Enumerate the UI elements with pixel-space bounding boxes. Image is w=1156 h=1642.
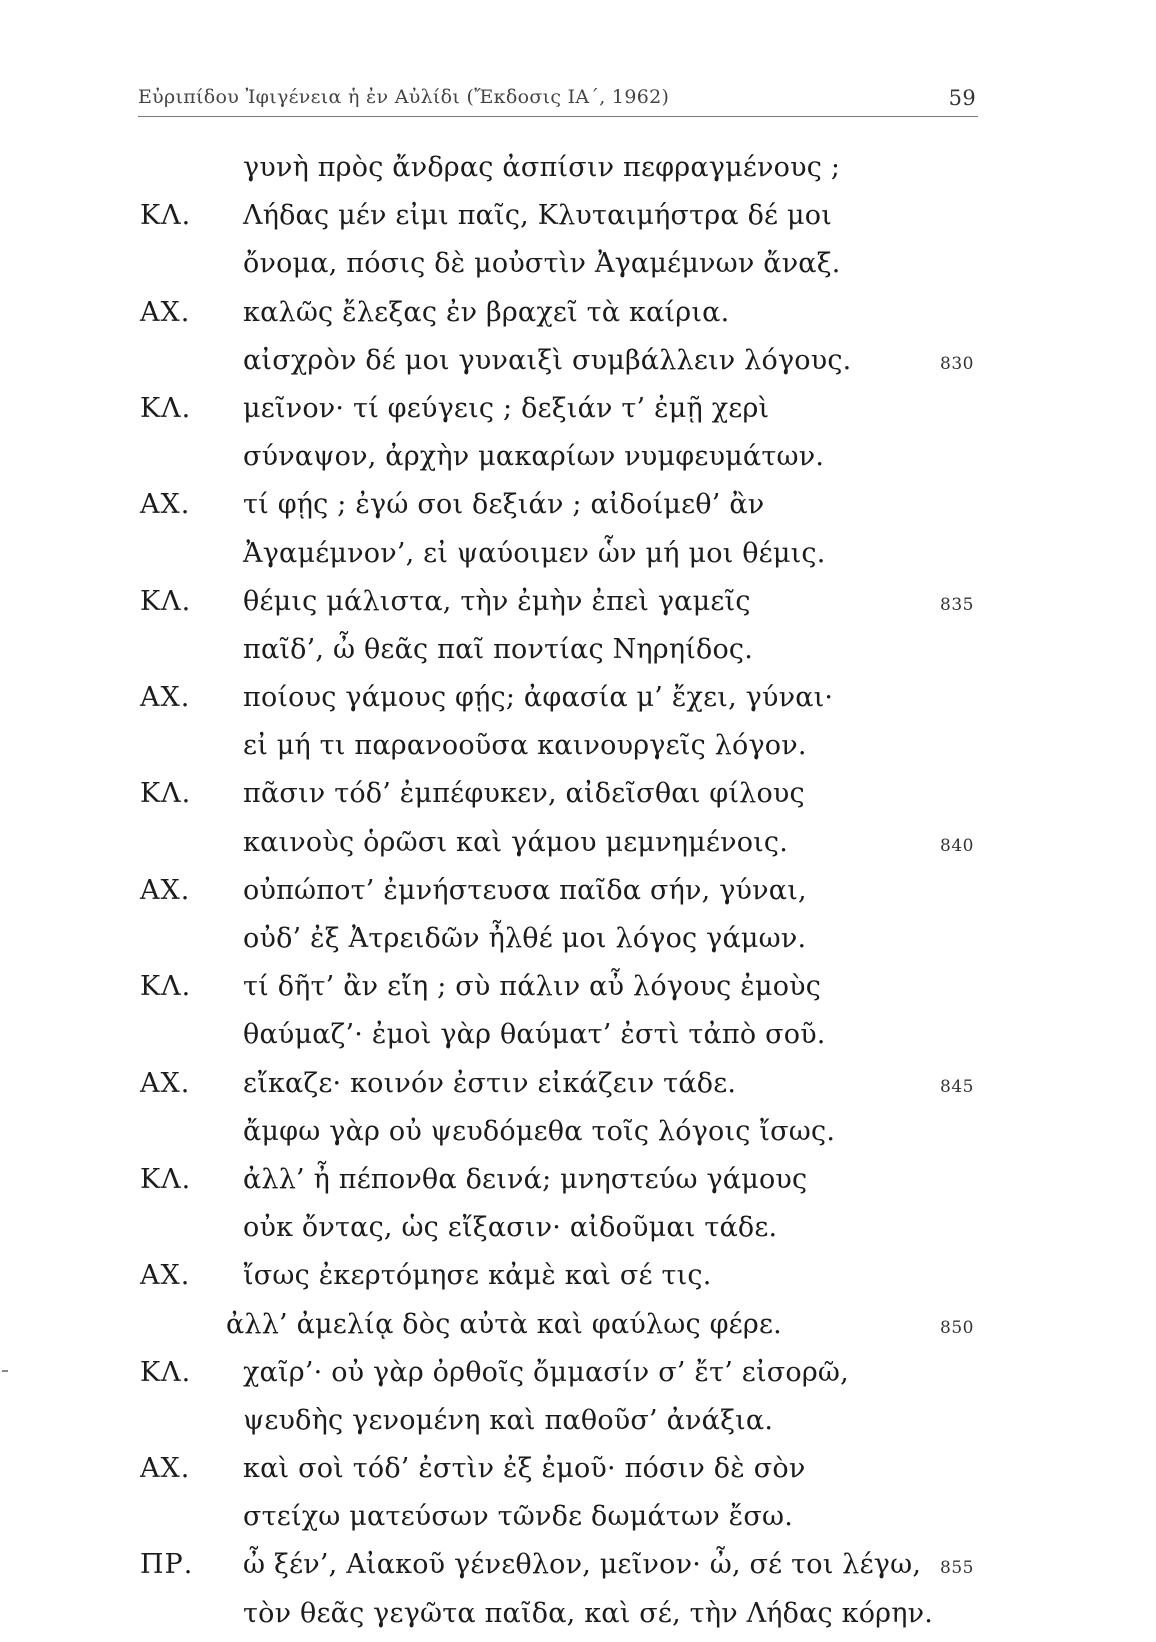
verse-line [0, 774, 1156, 822]
verse-text: χαῖρ’· οὐ γὰρ ὀρθοῖς ὄμμασίν σ’ ἔτ’ εἰσορῶ, [243, 1356, 849, 1388]
speaker-label: ΠΡ. [140, 1549, 194, 1581]
verse-line [0, 1353, 1156, 1401]
line-number: 845 [940, 1076, 974, 1097]
verse-text: ἴσως ἐκερτόμησε κἀμὲ καὶ σέ τις. [243, 1260, 712, 1292]
verse-text: τί δῆτ’ ἂν εἴη ; σὺ πάλιν αὖ λόγους ἐμοὺς [243, 971, 822, 1003]
verse-line [0, 1401, 1156, 1449]
verse-text: οὐπώποτ’ ἐμνήστευσα παῖδα σήν, γύναι, [243, 874, 807, 906]
verse-text: τὸν θεᾶς γεγῶτα παῖδα, καὶ σέ, τὴν Λήδας κόρην. [243, 1597, 934, 1629]
verse-text: ἀλλ’ ἀμελίᾳ δὸς αὐτὰ καὶ φαύλως φέρε. [226, 1308, 782, 1340]
verse-text: ψευδὴς γενομένη καὶ παθοῦσ’ ἀνάξια. [243, 1404, 774, 1436]
verse-line [0, 1160, 1156, 1208]
verse-text: καὶ σοὶ τόδ’ ἐστὶν ἐξ ἐμοῦ· πόσιν δὲ σὸν [243, 1453, 806, 1485]
verse-line [0, 293, 1156, 341]
verse-text: εἰ μή τι παρανοοῦσα καινουργεῖς λόγον. [243, 730, 807, 762]
verse-line [0, 1208, 1156, 1256]
speaker-label: ΑΧ. [140, 1453, 191, 1485]
verse-line [0, 1594, 1156, 1642]
verse-line [0, 1112, 1156, 1160]
speaker-label: ΚΛ. [140, 200, 192, 232]
verse-line [0, 341, 1156, 389]
verse-line [0, 1449, 1156, 1497]
header-title: Εὐριπίδου Ἰφιγένεια ἡ ἐν Αὐλίδι (Ἔκδοσις ΙΑ΄, 1962) [138, 86, 670, 108]
speaker-label: ΚΛ. [140, 971, 192, 1003]
running-header [138, 82, 978, 112]
speaker-label: ΚΛ. [140, 1163, 192, 1195]
verse-line [0, 1545, 1156, 1593]
verse-text: πᾶσιν τόδ’ ἐμπέφυκεν, αἰδεῖσθαι φίλους [243, 778, 805, 810]
line-number: 850 [940, 1317, 974, 1338]
verse-line [0, 485, 1156, 533]
speaker-label: ΚΛ. [140, 778, 192, 810]
edge-mark [2, 1370, 8, 1372]
speaker-label: ΚΛ. [140, 1356, 192, 1388]
verse-line [0, 389, 1156, 437]
verse-line [0, 678, 1156, 726]
header-rule [138, 116, 978, 117]
verse-line [0, 1256, 1156, 1304]
verse-line [0, 582, 1156, 630]
verse-line [0, 967, 1156, 1015]
verse-text: μεῖνον· τί φεύγεις ; δεξιάν τ’ ἐμῇ χερὶ [243, 392, 770, 424]
verse-text: γυνὴ πρὸς ἄνδρας ἀσπίσιν πεφραγμένους ; [243, 152, 841, 183]
verse-line [0, 1497, 1156, 1545]
verse-line [0, 1015, 1156, 1063]
speaker-label: ΑΧ. [140, 1260, 191, 1292]
speaker-label: ΚΛ. [140, 392, 192, 424]
verse-line [0, 630, 1156, 678]
speaker-label: ΚΛ. [140, 585, 192, 617]
verse-line [0, 726, 1156, 774]
verse-text: Λήδας μέν εἰμι παῖς, Κλυταιμήστρα δέ μοι [243, 200, 832, 232]
verse-line [0, 437, 1156, 485]
verse-line [0, 823, 1156, 871]
verse-text: ἀλλ’ ἦ πέπονθα δεινά; μνηστεύω γάμους [243, 1163, 808, 1195]
verse-line [0, 919, 1156, 967]
verse-text: ὦ ξέν’, Αἰακοῦ γένεθλον, μεῖνον· ὦ, σέ τοι λέγω, [243, 1549, 922, 1581]
line-number: 830 [940, 353, 974, 374]
line-number: 835 [940, 594, 974, 615]
speaker-label: ΑΧ. [140, 874, 191, 906]
verse-line [0, 148, 1156, 196]
verse-line [0, 244, 1156, 292]
verse-line [0, 196, 1156, 244]
verse-text: στείχω ματεύσων τῶνδε δωμάτων ἔσω. [243, 1501, 793, 1533]
verse-text: καλῶς ἔλεξας ἐν βραχεῖ τὰ καίρια. [243, 296, 730, 328]
speaker-label: ΑΧ. [140, 489, 191, 521]
verse-text: αἰσχρὸν δέ μοι γυναιξὶ συμβάλλειν λόγους. [243, 344, 852, 376]
verse-text: Ἀγαμέμνον’, εἰ ψαύοιμεν ὧν μή μοι θέμις. [243, 537, 826, 569]
line-number: 840 [940, 835, 974, 856]
verse-text: τί φῄς ; ἐγώ σοι δεξιάν ; αἰδοίμεθ’ ἂν [243, 489, 765, 521]
verse-line [0, 1064, 1156, 1112]
verse-line [0, 1305, 1156, 1353]
verse-lines [0, 148, 1156, 1642]
verse-text: θαύμαζ’· ἐμοὶ γὰρ θαύματ’ ἐστὶ τἀπὸ σοῦ. [243, 1019, 826, 1051]
verse-text: σύναψον, ἀρχὴν μακαρίων νυμφευμάτων. [243, 441, 825, 473]
page-number: 59 [948, 86, 976, 110]
speaker-label: ΑΧ. [140, 682, 191, 714]
verse-text: οὐκ ὄντας, ὡς εἴξασιν· αἰδοῦμαι τάδε. [243, 1212, 778, 1244]
line-number: 855 [940, 1558, 974, 1579]
verse-text: καινοὺς ὁρῶσι καὶ γάμου μεμνημένοις. [243, 826, 789, 858]
verse-line [0, 534, 1156, 582]
verse-text: ἄμφω γὰρ οὐ ψευδόμεθα τοῖς λόγοις ἴσως. [243, 1115, 836, 1147]
verse-text: οὐδ’ ἐξ Ἀτρειδῶν ἦλθέ μοι λόγος γάμων. [243, 923, 807, 954]
verse-text: εἴκαζε· κοινόν ἐστιν εἰκάζειν τάδε. [243, 1067, 737, 1099]
speaker-label: ΑΧ. [140, 296, 191, 328]
verse-line [0, 871, 1156, 919]
verse-text: θέμις μάλιστα, τὴν ἐμὴν ἐπεὶ γαμεῖς [243, 585, 751, 617]
verse-text: ὄνομα, πόσις δὲ μοὐστὶν Ἀγαμέμνων ἄναξ. [243, 248, 841, 280]
verse-text: παῖδ’, ὦ θεᾶς παῖ ποντίας Νηρηίδος. [243, 633, 754, 665]
speaker-label: ΑΧ. [140, 1067, 191, 1099]
verse-text: ποίους γάμους φῄς; ἀφασία μ’ ἔχει, γύναι· [243, 682, 834, 714]
